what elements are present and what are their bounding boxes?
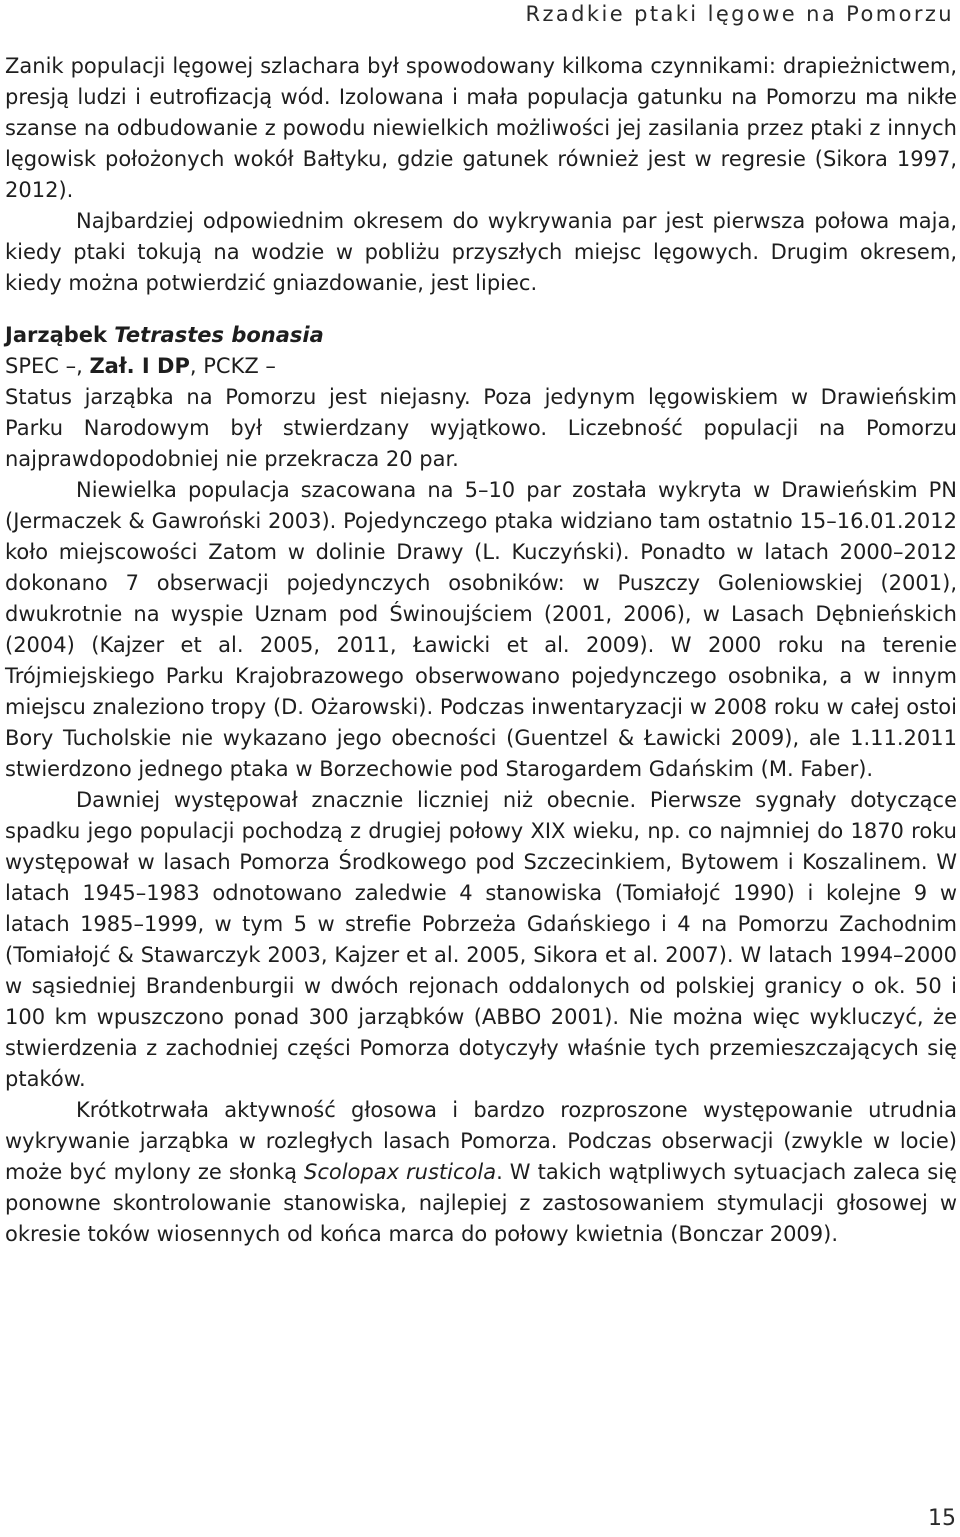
document-body: [5, 51, 957, 1250]
status-spec: SPEC –,: [5, 354, 90, 378]
paragraph-detection-period: Najbardziej odpowiednim okresem do wykrywania par jest pierwsza połowa maja, kiedy ptaki tokują na wodzie w pobliżu przyszłych miejsc lęgowych. Drugim okresem, kiedy można potwierdzić gniazdowanie, jest lipiec.: [5, 209, 957, 295]
species-name-polish: Jarząbek: [5, 323, 107, 347]
detection-text-start: Krótkotrwała aktywność głosowa i bardzo rozproszone występowanie utrudnia wykrywanie jarząbka w rozległych lasach Pomorza. Podczas obserwacji (zwykle w locie) może być mylony ze słonką: [5, 1098, 957, 1184]
status-annex: Zał. I DP: [89, 354, 190, 378]
paragraph-history: Dawniej występował znacznie liczniej niż obecnie. Pierwsze sygnały dotyczące spadku jego populacji pochodzą z drugiej połowy XIX wieku, np. co najmniej do 1870 roku występował w lasach Pomorza Środkowego pod Szczecinkiem, Bytowem i Koszalinem. W latach 1945–1983 odnotowano zaledwie 4 stanowiska (Tomiałojć 1990) i kolejne 9 w latach 1985–1999, w tym 5 w strefie Pobrzeża Gdańskiego i 4 na Pomorzu Zachodnim (Tomiałojć & Stawarczyk 2003, Kajzer et al. 2005, Sikora et al. 2007). W latach 1994–2000 w sąsiedniej Brandenburgii w dwóch rejonach oddalonych od polskiej granicy o ok. 50 i 100 km wpuszczono ponad 300 jarząbków (ABBO 2001). Nie można więc wykluczyć, że stwierdzenia z zachodniej części Pomorza dotyczyły właśnie tych przemieszczających się ptaków.: [5, 788, 957, 1091]
scolopax-latin-name: Scolopax rusticola: [304, 1160, 497, 1184]
running-header-title: Rzadkie ptaki lęgowe na Pomorzu: [525, 2, 954, 26]
paragraph-population-decline: Zanik populacji lęgowej szlachara był spowodowany kilkoma czynnikami: drapieżnictwem, presją ludzi i eutrofizacją wód. Izolowana i mała populacja gatunku na Pomorzu ma nikłe szanse na odbudowanie z powodu niewielkich możliwości jej zasilania przez ptaki z innych lęgowisk położonych wokół Bałtyku, gdzie gatunek również jest w regresie (Sikora 1997, 2012).: [5, 54, 957, 202]
detection-text-end: . W takich wątpliwych sytuacjach zaleca się ponowne skontrolowanie stanowiska, najlepiej z zastosowaniem stymulacji głosowej w okresie toków wiosennych od końca marca do połowy kwietnia (Bonczar 2009).: [5, 1160, 957, 1246]
species-status-line: [5, 351, 957, 382]
paragraph-status: Status jarząbka na Pomorzu jest niejasny. Poza jedynym lęgowiskiem w Drawieńskim Parku Narodowym był stwierdzany wyjątkowo. Liczebność populacji na Pomorzu najprawdopodobniej nie przekracza 20 par.: [5, 385, 957, 471]
paragraph-detection-methods: [5, 1095, 957, 1250]
species-heading: [5, 320, 957, 351]
paragraph-records: Niewielka populacja szacowana na 5–10 par została wykryta w Drawieńskim PN (Jermaczek & Gawroński 2003). Pojedynczego ptaka widziano tam ostatnio 15–16.01.2012 koło miejscowości Zatom w dolinie Drawy (L. Kuczyński). Ponadto w latach 2000–2012 dokonano 7 obserwacji pojedynczych osobników: w Puszczy Goleniowskiej (2001), dwukrotnie na wyspie Uznam pod Świnoujściem (2001, 2006), w Lasach Dębnieńskich (2004) (Kajzer et al. 2005, 2011, Ławicki et al. 2009). W 2000 roku na terenie Trójmiejskiego Parku Krajobrazowego obserwowano pojedynczego osobnika, a w innym miejscu znaleziono tropy (D. Ożarowski). Podczas inwentaryzacji w 2008 roku w całej ostoi Bory Tucholskie nie wykazano jego obecności (Guentzel & Ławicki 2009), ale 1.11.2011 stwierdzono jednego ptaka w Borzechowie pod Starogardem Gdańskim (M. Faber).: [5, 478, 957, 781]
page-number: 15: [928, 1506, 956, 1531]
species-name-latin: Tetrastes bonasia: [114, 323, 324, 347]
status-pckz: , PCKZ –: [189, 354, 276, 378]
